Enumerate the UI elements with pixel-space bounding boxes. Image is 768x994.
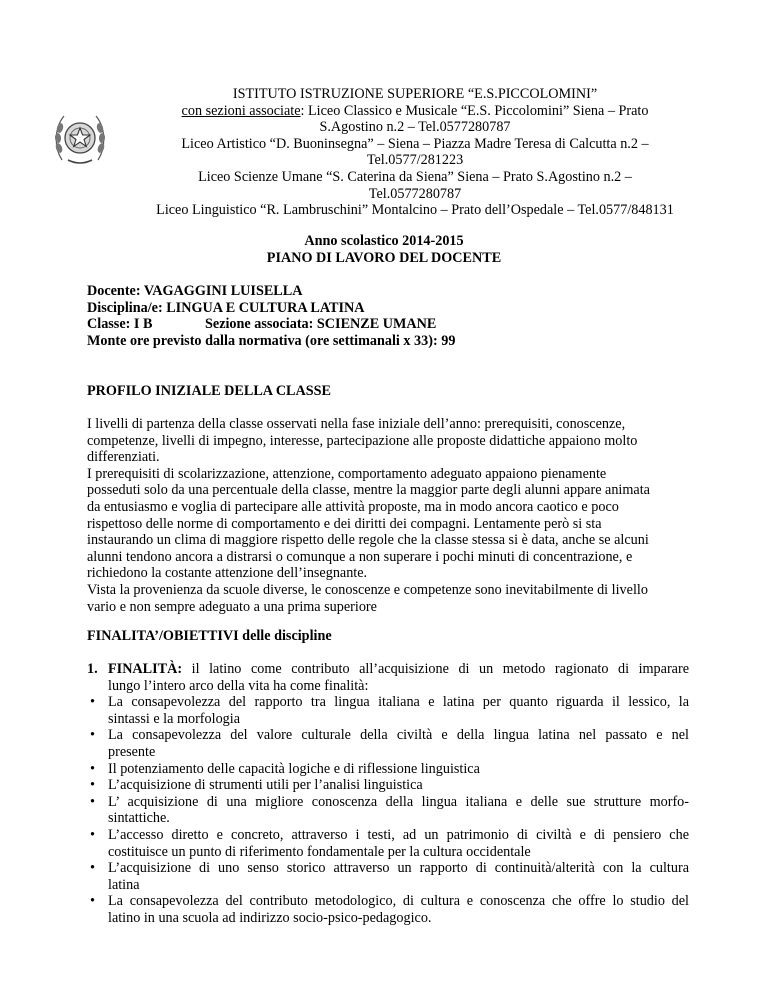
hours-total: Monte ore previsto dalla normativa (ore settimanali x 33): 99: [87, 332, 456, 349]
paragraph-line: I prerequisiti di scolarizzazione, attenzione, comportamento adeguato appaiono pienamente: [87, 465, 607, 482]
list-item: [87, 794, 689, 827]
item-label: FINALITÀ:: [108, 661, 183, 677]
bullet-icon: •: [90, 793, 95, 810]
list-item-line: L’ acquisizione di una migliore conoscenza della lingua italiana e delle sue strutture morfo-: [108, 793, 689, 810]
list-item: [87, 761, 689, 778]
numbered-item: [87, 661, 689, 694]
list-item-line: La consapevolezza del rapporto tra lingua italiana e latina per quanto riguarda il lessico, la: [108, 694, 689, 711]
paragraph-line: richiedono la costante attenzione dell’insegnante.: [87, 565, 368, 582]
header-line: Tel.0577/281223: [366, 152, 464, 169]
school-header: [120, 86, 710, 219]
section-heading-finalita: FINALITA’/OBIETTIVI delle discipline: [87, 628, 332, 644]
list-item: [87, 777, 689, 794]
list-item-line: L’acquisizione di uno senso storico attraverso un rapporto di continuità/alterità con la cultura: [108, 860, 689, 877]
bullet-icon: •: [90, 777, 95, 794]
bullet-icon: •: [90, 893, 95, 910]
header-line: Tel.0577280787: [368, 185, 462, 202]
list-item-line: sintattiche.: [108, 810, 170, 827]
italian-republic-emblem-icon: [52, 108, 108, 168]
profilo-paragraph: [87, 416, 687, 615]
discipline: Disciplina/e: LINGUA E CULTURA LATINA: [87, 299, 365, 316]
list-item-line: sintassi e la morfologia: [108, 710, 240, 727]
list-item-line: La consapevolezza del contributo metodologico, di cultura e conoscenza che offre lo studio del: [108, 893, 689, 910]
header-line-text: : Liceo Classico e Musicale “E.S. Piccolomini” Siena – Prato: [300, 102, 649, 119]
paragraph-line: da entusiasmo e voglia di partecipare alle attività proposte, ma in modo ancora caotico e poco: [87, 498, 619, 515]
plan-title: PIANO DI LAVORO DEL DOCENTE: [266, 250, 502, 266]
header-line: S.Agostino n.2 – Tel.0577280787: [319, 119, 511, 136]
school-year-title: Anno scolastico 2014-2015: [304, 233, 464, 249]
paragraph-line: vario e non sempre adeguato a una prima superiore: [87, 598, 377, 615]
bullet-icon: •: [90, 727, 95, 744]
paragraph-line: rispettoso delle norme di comportamento e dei diritti dei compagni. Lentamente però si sta: [87, 515, 602, 532]
list-item: [87, 893, 689, 926]
list-item: [87, 694, 689, 727]
header-line: Liceo Scienze Umane “S. Caterina da Siena” Siena – Prato S.Agostino n.2 –: [198, 168, 632, 185]
bullet-icon: •: [90, 860, 95, 877]
list-item-line: latino in una scuola ad indirizzo socio-psico-pedagogico.: [108, 909, 432, 926]
list-item: [87, 827, 689, 860]
paragraph-line: instaurando un clima di maggiore rispetto delle regole che la classe stessa si è data, anche se alcuni: [87, 532, 649, 549]
paragraph-line: competenze, livelli di impegno, interesse, partecipazione alle proposte didattiche appaiono molto: [87, 432, 638, 449]
list-item-line: L’acquisizione di strumenti utili per l’analisi linguistica: [108, 777, 423, 794]
item-line: lungo l’intero arco della vita ha come finalità:: [108, 677, 369, 694]
class-row: [87, 316, 687, 333]
bullet-icon: •: [90, 826, 95, 843]
bullet-icon: •: [90, 694, 95, 711]
paragraph-line: Vista la provenienza da scuole diverse, le conoscenze e competenze sono inevitabilmente di livello: [87, 581, 648, 598]
list-item-line: Il potenziamento delle capacità logiche e di riflessione linguistica: [108, 760, 480, 777]
paragraph-line: differenziati.: [87, 449, 160, 466]
list-item-line: presente: [108, 743, 156, 760]
list-item-line: La consapevolezza del valore culturale della civiltà e della lingua latina nel passato e nel: [108, 727, 689, 744]
item-text: il latino come contributo all’acquisizione di un metodo ragionato di imparare: [182, 661, 689, 677]
header-line: Liceo Artistico “D. Buoninsegna” – Siena – Piazza Madre Teresa di Calcutta n.2 –: [181, 135, 649, 152]
header-line: [120, 103, 710, 120]
finalita-list: [87, 661, 689, 927]
class-label: Classe: I B: [87, 316, 153, 333]
list-item-line: latina: [108, 876, 140, 893]
teacher-info: [87, 283, 687, 349]
header-underlined-label: con sezioni associate: [181, 102, 301, 119]
item-line: [108, 661, 689, 678]
list-item-line: L’accesso diretto e concreto, attraverso i testi, ad un patrimonio di civiltà e di pensiero che: [108, 826, 689, 843]
paragraph-line: posseduti solo da una percentuale della classe, mentre la maggior parte degli alunni appare animata: [87, 482, 650, 499]
header-line: Liceo Linguistico “R. Lambruschini” Montalcino – Prato dell’Ospedale – Tel.0577/848131: [156, 202, 674, 219]
section-heading-profilo: PROFILO INIZIALE DELLA CLASSE: [87, 383, 332, 399]
header-line: ISTITUTO ISTRUZIONE SUPERIORE “E.S.PICCOLOMINI”: [232, 86, 598, 102]
item-number: 1.: [87, 661, 98, 677]
list-item-line: costituisce un punto di riferimento fondamentale per la cultura occidentale: [108, 843, 531, 860]
paragraph-line: alunni tendono ancora a distrarsi o comunque a non superare i pochi minuti di concentrazione, e: [87, 548, 633, 565]
paragraph-line: I livelli di partenza della classe osservati nella fase iniziale dell’anno: prerequisiti, conoscenze,: [87, 416, 626, 432]
bullet-icon: •: [90, 760, 95, 777]
section-label: Sezione associata: SCIENZE UMANE: [205, 316, 437, 333]
list-item: [87, 727, 689, 760]
list-item: [87, 860, 689, 893]
teacher-name: Docente: VAGAGGINI LUISELLA: [87, 283, 303, 299]
